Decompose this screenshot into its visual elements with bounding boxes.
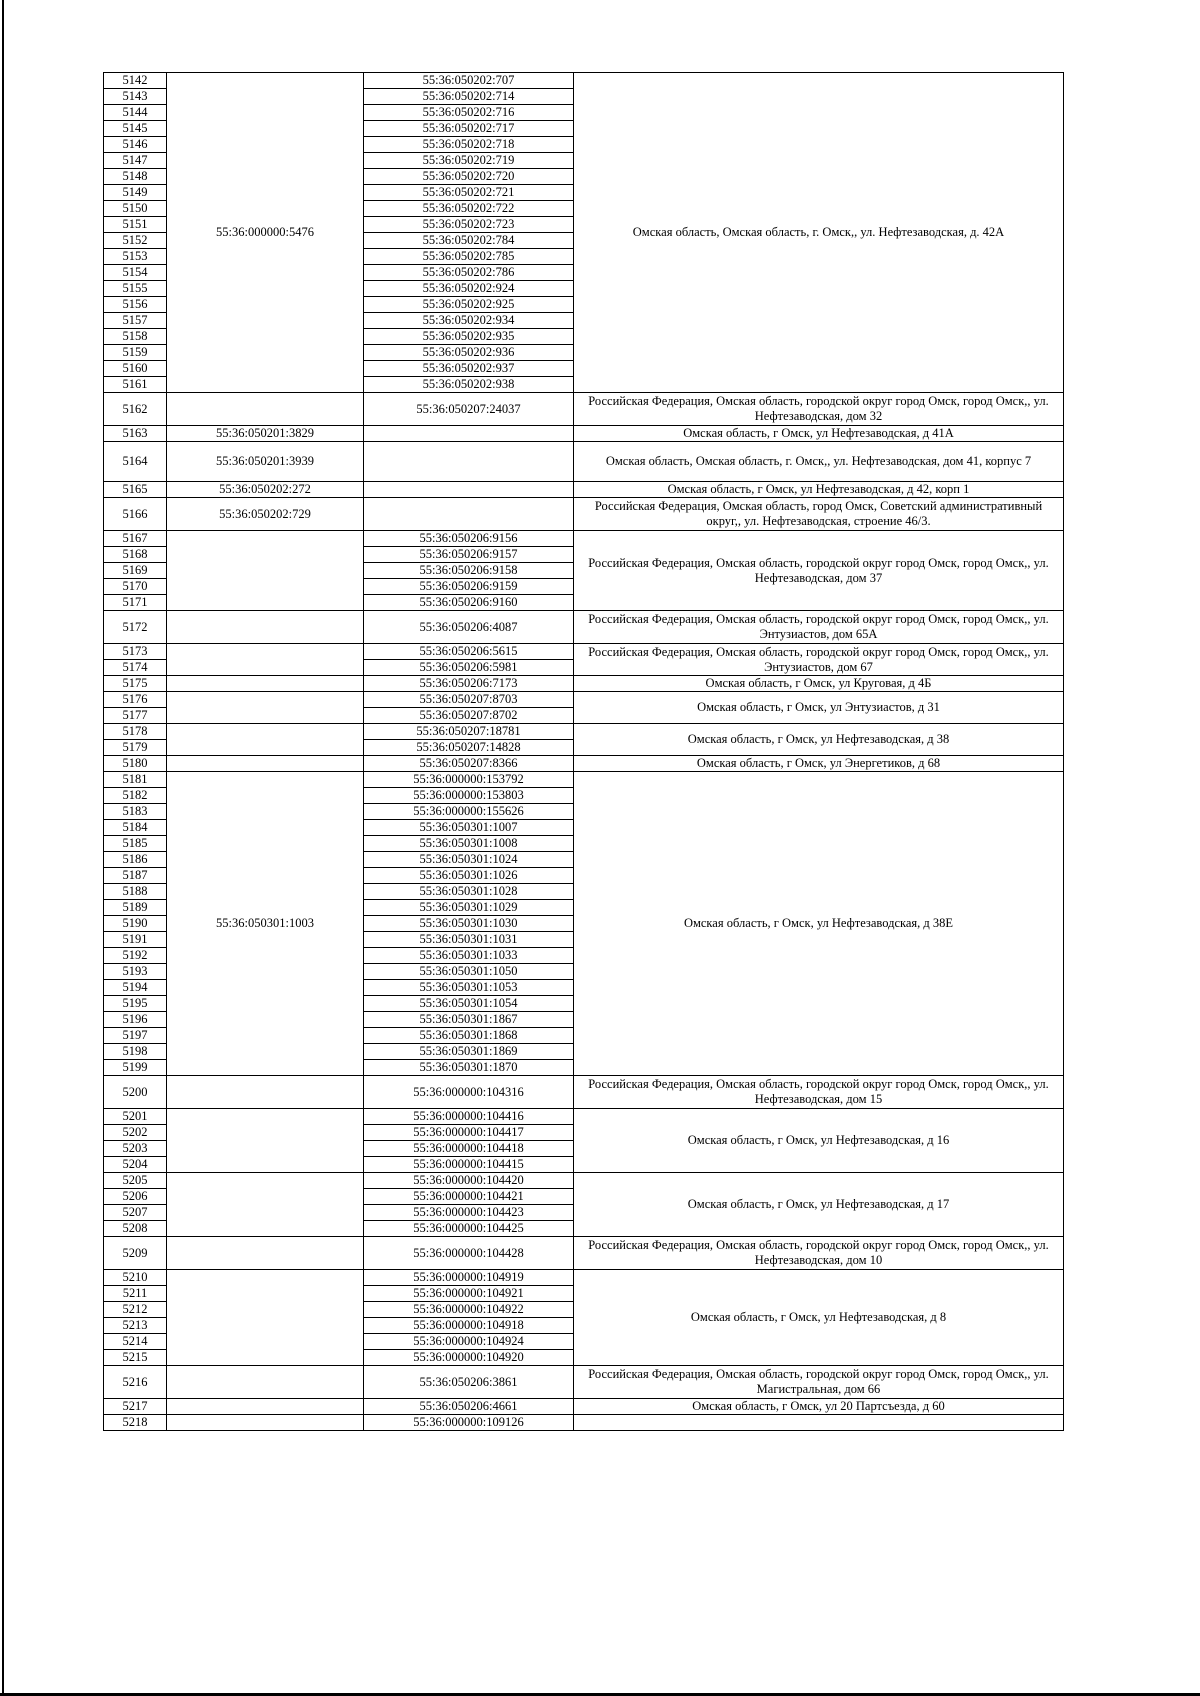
row-number-cell: 5190: [104, 916, 167, 932]
cadastral-number-cell: [364, 482, 574, 498]
parent-cadastral-number-cell: [167, 1237, 364, 1270]
address-cell: Омская область, Омская область, г. Омск,, ул. Нефтезаводская, дом 41, корпус 7: [574, 442, 1064, 482]
row-number-cell: 5155: [104, 281, 167, 297]
row-number-cell: 5218: [104, 1415, 167, 1431]
table-row: [104, 1076, 1064, 1109]
parent-cadastral-number-cell: 55:36:050201:3939: [167, 442, 364, 482]
row-number-cell: 5208: [104, 1221, 167, 1237]
row-number-cell: 5196: [104, 1012, 167, 1028]
table-row: [104, 482, 1064, 498]
row-number-cell: 5150: [104, 201, 167, 217]
cadastral-number-cell: 55:36:050202:721: [364, 185, 574, 201]
cadastral-number-cell: 55:36:050202:707: [364, 73, 574, 89]
address-cell: Российская Федерация, Омская область, город Омск, Советский административный округ,, ул. Нефтезаводская, строение 46/3.: [574, 498, 1064, 531]
address-cell: Российская Федерация, Омская область, городской округ город Омск, город Омск,, ул. Энтузиастов, дом 67: [574, 644, 1064, 676]
parent-cadastral-number-cell: [167, 644, 364, 676]
row-number-cell: 5189: [104, 900, 167, 916]
row-number-cell: 5210: [104, 1270, 167, 1286]
row-number-cell: 5199: [104, 1060, 167, 1076]
row-number-cell: 5162: [104, 393, 167, 426]
cadastral-number-cell: 55:36:050206:4087: [364, 611, 574, 644]
row-number-cell: 5202: [104, 1125, 167, 1141]
address-cell: Омская область, г Омск, ул Нефтезаводская, д 42, корп 1: [574, 482, 1064, 498]
cadastral-number-cell: 55:36:000000:109126: [364, 1415, 574, 1431]
cadastral-number-cell: 55:36:050301:1054: [364, 996, 574, 1012]
cadastral-number-cell: [364, 498, 574, 531]
address-cell: [574, 1415, 1064, 1431]
cadastral-number-cell: 55:36:050202:718: [364, 137, 574, 153]
cadastral-number-cell: 55:36:000000:104417: [364, 1125, 574, 1141]
scan-border-left: [2, 0, 4, 1696]
cadastral-number-cell: 55:36:050301:1867: [364, 1012, 574, 1028]
row-number-cell: 5201: [104, 1109, 167, 1125]
cadastral-number-cell: 55:36:050206:4661: [364, 1399, 574, 1415]
cadastral-number-cell: 55:36:000000:104919: [364, 1270, 574, 1286]
cadastral-number-cell: 55:36:050301:1869: [364, 1044, 574, 1060]
row-number-cell: 5161: [104, 377, 167, 393]
cadastral-number-cell: 55:36:050207:14828: [364, 740, 574, 756]
cadastral-number-cell: 55:36:050202:723: [364, 217, 574, 233]
cadastral-number-cell: 55:36:050301:1053: [364, 980, 574, 996]
parent-cadastral-number-cell: [167, 531, 364, 611]
address-cell: Российская Федерация, Омская область, городской округ город Омск, город Омск,, ул. Нефтезаводская, дом 37: [574, 531, 1064, 611]
cadastral-number-cell: 55:36:050202:937: [364, 361, 574, 377]
cadastral-number-cell: 55:36:050301:1030: [364, 916, 574, 932]
table-row: [104, 1366, 1064, 1399]
address-cell: Омская область, г Омск, ул Нефтезаводская, д 38Е: [574, 772, 1064, 1076]
cadastral-number-cell: 55:36:050202:934: [364, 313, 574, 329]
parent-cadastral-number-cell: [167, 756, 364, 772]
parent-cadastral-number-cell: 55:36:000000:5476: [167, 73, 364, 393]
address-cell: Омская область, г Омск, ул Нефтезаводская, д 38: [574, 724, 1064, 756]
cadastral-number-cell: 55:36:050202:784: [364, 233, 574, 249]
table-row: [104, 692, 1064, 708]
row-number-cell: 5182: [104, 788, 167, 804]
table-row: [104, 531, 1064, 547]
address-cell: Омская область, г Омск, ул Круговая, д 4Б: [574, 676, 1064, 692]
row-number-cell: 5171: [104, 595, 167, 611]
row-number-cell: 5217: [104, 1399, 167, 1415]
cadastral-number-cell: 55:36:050301:1033: [364, 948, 574, 964]
cadastral-number-cell: 55:36:050207:8366: [364, 756, 574, 772]
cadastral-number-cell: 55:36:000000:104421: [364, 1189, 574, 1205]
row-number-cell: 5142: [104, 73, 167, 89]
row-number-cell: 5178: [104, 724, 167, 740]
cadastral-number-cell: 55:36:050202:925: [364, 297, 574, 313]
row-number-cell: 5191: [104, 932, 167, 948]
cadastral-number-cell: 55:36:050301:1007: [364, 820, 574, 836]
cadastral-number-cell: 55:36:050206:9159: [364, 579, 574, 595]
row-number-cell: 5187: [104, 868, 167, 884]
table-row: [104, 1399, 1064, 1415]
address-cell: Омская область, г Омск, ул Нефтезаводская, д 8: [574, 1270, 1064, 1366]
parent-cadastral-number-cell: [167, 1366, 364, 1399]
row-number-cell: 5176: [104, 692, 167, 708]
row-number-cell: 5212: [104, 1302, 167, 1318]
address-cell: Омская область, г Омск, ул Нефтезаводская, д 41А: [574, 426, 1064, 442]
cadastral-number-cell: 55:36:050301:1050: [364, 964, 574, 980]
row-number-cell: 5170: [104, 579, 167, 595]
cadastral-number-cell: 55:36:050202:935: [364, 329, 574, 345]
address-cell: Омская область, г Омск, ул Энтузиастов, д 31: [574, 692, 1064, 724]
row-number-cell: 5197: [104, 1028, 167, 1044]
cadastral-number-cell: 55:36:050202:936: [364, 345, 574, 361]
cadastral-number-cell: 55:36:050202:717: [364, 121, 574, 137]
address-cell: Омская область, Омская область, г. Омск,, ул. Нефтезаводская, д. 42А: [574, 73, 1064, 393]
row-number-cell: 5146: [104, 137, 167, 153]
table-row: [104, 498, 1064, 531]
parent-cadastral-number-cell: 55:36:050202:729: [167, 498, 364, 531]
parent-cadastral-number-cell: [167, 676, 364, 692]
address-cell: Омская область, г Омск, ул Нефтезаводская, д 17: [574, 1173, 1064, 1237]
cadastral-number-cell: 55:36:000000:104316: [364, 1076, 574, 1109]
cadastral-number-cell: [364, 426, 574, 442]
row-number-cell: 5192: [104, 948, 167, 964]
cadastral-number-cell: 55:36:050206:9156: [364, 531, 574, 547]
cadastral-number-cell: 55:36:050202:722: [364, 201, 574, 217]
cadastral-register-table: [103, 72, 1064, 1431]
row-number-cell: 5157: [104, 313, 167, 329]
cadastral-number-cell: 55:36:050206:9158: [364, 563, 574, 579]
address-cell: Российская Федерация, Омская область, городской округ город Омск, город Омск,, ул. Нефтезаводская, дом 10: [574, 1237, 1064, 1270]
row-number-cell: 5164: [104, 442, 167, 482]
row-number-cell: 5195: [104, 996, 167, 1012]
row-number-cell: 5159: [104, 345, 167, 361]
cadastral-number-cell: 55:36:000000:104924: [364, 1334, 574, 1350]
cadastral-number-cell: 55:36:000000:104921: [364, 1286, 574, 1302]
row-number-cell: 5188: [104, 884, 167, 900]
table-row: [104, 393, 1064, 426]
row-number-cell: 5215: [104, 1350, 167, 1366]
row-number-cell: 5205: [104, 1173, 167, 1189]
address-cell: Российская Федерация, Омская область, городской округ город Омск, город Омск,, ул. Энтузиастов, дом 65А: [574, 611, 1064, 644]
row-number-cell: 5193: [104, 964, 167, 980]
row-number-cell: 5145: [104, 121, 167, 137]
row-number-cell: 5158: [104, 329, 167, 345]
address-cell: Российская Федерация, Омская область, городской округ город Омск, город Омск,, ул. Нефтезаводская, дом 15: [574, 1076, 1064, 1109]
cadastral-number-cell: 55:36:000000:104425: [364, 1221, 574, 1237]
row-number-cell: 5173: [104, 644, 167, 660]
row-number-cell: 5163: [104, 426, 167, 442]
row-number-cell: 5166: [104, 498, 167, 531]
cadastral-number-cell: 55:36:050202:938: [364, 377, 574, 393]
cadastral-number-cell: [364, 442, 574, 482]
table-row: [104, 73, 1064, 89]
parent-cadastral-number-cell: 55:36:050201:3829: [167, 426, 364, 442]
address-cell: Омская область, г Омск, ул Нефтезаводская, д 16: [574, 1109, 1064, 1173]
row-number-cell: 5153: [104, 249, 167, 265]
row-number-cell: 5165: [104, 482, 167, 498]
row-number-cell: 5214: [104, 1334, 167, 1350]
address-cell: Российская Федерация, Омская область, городской округ город Омск, город Омск,, ул. Магистральная, дом 66: [574, 1366, 1064, 1399]
row-number-cell: 5200: [104, 1076, 167, 1109]
cadastral-number-cell: 55:36:000000:104420: [364, 1173, 574, 1189]
row-number-cell: 5169: [104, 563, 167, 579]
table-row: [104, 1109, 1064, 1125]
row-number-cell: 5143: [104, 89, 167, 105]
cadastral-number-cell: 55:36:050301:1008: [364, 836, 574, 852]
parent-cadastral-number-cell: [167, 1399, 364, 1415]
parent-cadastral-number-cell: [167, 393, 364, 426]
row-number-cell: 5211: [104, 1286, 167, 1302]
parent-cadastral-number-cell: [167, 724, 364, 756]
row-number-cell: 5181: [104, 772, 167, 788]
cadastral-number-cell: 55:36:050207:8702: [364, 708, 574, 724]
cadastral-number-cell: 55:36:050301:1868: [364, 1028, 574, 1044]
row-number-cell: 5149: [104, 185, 167, 201]
cadastral-number-cell: 55:36:050301:1024: [364, 852, 574, 868]
row-number-cell: 5179: [104, 740, 167, 756]
row-number-cell: 5213: [104, 1318, 167, 1334]
row-number-cell: 5186: [104, 852, 167, 868]
cadastral-number-cell: 55:36:050202:924: [364, 281, 574, 297]
table-row: [104, 442, 1064, 482]
cadastral-number-cell: 55:36:050206:5615: [364, 644, 574, 660]
parent-cadastral-number-cell: [167, 1076, 364, 1109]
row-number-cell: 5180: [104, 756, 167, 772]
row-number-cell: 5156: [104, 297, 167, 313]
cadastral-number-cell: 55:36:050301:1870: [364, 1060, 574, 1076]
cadastral-number-cell: 55:36:000000:153792: [364, 772, 574, 788]
cadastral-number-cell: 55:36:050202:714: [364, 89, 574, 105]
cadastral-number-cell: 55:36:050206:3861: [364, 1366, 574, 1399]
row-number-cell: 5185: [104, 836, 167, 852]
register-table-body: [104, 73, 1064, 1431]
row-number-cell: 5174: [104, 660, 167, 676]
row-number-cell: 5209: [104, 1237, 167, 1270]
row-number-cell: 5154: [104, 265, 167, 281]
row-number-cell: 5148: [104, 169, 167, 185]
parent-cadastral-number-cell: 55:36:050202:272: [167, 482, 364, 498]
cadastral-number-cell: 55:36:050301:1031: [364, 932, 574, 948]
row-number-cell: 5167: [104, 531, 167, 547]
table-row: [104, 756, 1064, 772]
parent-cadastral-number-cell: [167, 1109, 364, 1173]
cadastral-number-cell: 55:36:050206:9160: [364, 595, 574, 611]
table-row: [104, 426, 1064, 442]
cadastral-number-cell: 55:36:050202:786: [364, 265, 574, 281]
cadastral-number-cell: 55:36:050301:1026: [364, 868, 574, 884]
row-number-cell: 5160: [104, 361, 167, 377]
row-number-cell: 5177: [104, 708, 167, 724]
row-number-cell: 5172: [104, 611, 167, 644]
parent-cadastral-number-cell: [167, 1415, 364, 1431]
table-row: [104, 724, 1064, 740]
cadastral-number-cell: 55:36:050202:719: [364, 153, 574, 169]
cadastral-number-cell: 55:36:050301:1029: [364, 900, 574, 916]
parent-cadastral-number-cell: [167, 1270, 364, 1366]
cadastral-number-cell: 55:36:000000:104428: [364, 1237, 574, 1270]
row-number-cell: 5147: [104, 153, 167, 169]
address-cell: Омская область, г Омск, ул 20 Партсъезда, д 60: [574, 1399, 1064, 1415]
row-number-cell: 5206: [104, 1189, 167, 1205]
address-cell: Омская область, г Омск, ул Энергетиков, д 68: [574, 756, 1064, 772]
cadastral-number-cell: 55:36:000000:104416: [364, 1109, 574, 1125]
table-row: [104, 1415, 1064, 1431]
table-row: [104, 1237, 1064, 1270]
row-number-cell: 5203: [104, 1141, 167, 1157]
cadastral-number-cell: 55:36:050207:18781: [364, 724, 574, 740]
parent-cadastral-number-cell: [167, 692, 364, 724]
table-row: [104, 611, 1064, 644]
parent-cadastral-number-cell: [167, 1173, 364, 1237]
row-number-cell: 5204: [104, 1157, 167, 1173]
row-number-cell: 5151: [104, 217, 167, 233]
cadastral-number-cell: 55:36:050207:24037: [364, 393, 574, 426]
row-number-cell: 5175: [104, 676, 167, 692]
parent-cadastral-number-cell: 55:36:050301:1003: [167, 772, 364, 1076]
cadastral-number-cell: 55:36:050301:1028: [364, 884, 574, 900]
cadastral-number-cell: 55:36:050206:7173: [364, 676, 574, 692]
row-number-cell: 5168: [104, 547, 167, 563]
cadastral-number-cell: 55:36:050202:785: [364, 249, 574, 265]
row-number-cell: 5198: [104, 1044, 167, 1060]
row-number-cell: 5216: [104, 1366, 167, 1399]
cadastral-number-cell: 55:36:050207:8703: [364, 692, 574, 708]
cadastral-number-cell: 55:36:050202:716: [364, 105, 574, 121]
cadastral-number-cell: 55:36:000000:104423: [364, 1205, 574, 1221]
table-row: [104, 772, 1064, 788]
cadastral-number-cell: 55:36:000000:155626: [364, 804, 574, 820]
cadastral-number-cell: 55:36:050206:9157: [364, 547, 574, 563]
row-number-cell: 5183: [104, 804, 167, 820]
table-row: [104, 1270, 1064, 1286]
cadastral-number-cell: 55:36:050202:720: [364, 169, 574, 185]
cadastral-number-cell: 55:36:000000:104918: [364, 1318, 574, 1334]
cadastral-number-cell: 55:36:000000:104920: [364, 1350, 574, 1366]
row-number-cell: 5152: [104, 233, 167, 249]
parent-cadastral-number-cell: [167, 611, 364, 644]
cadastral-number-cell: 55:36:050206:5981: [364, 660, 574, 676]
table-row: [104, 676, 1064, 692]
table-row: [104, 644, 1064, 660]
table-row: [104, 1173, 1064, 1189]
cadastral-number-cell: 55:36:000000:153803: [364, 788, 574, 804]
cadastral-number-cell: 55:36:000000:104415: [364, 1157, 574, 1173]
cadastral-number-cell: 55:36:000000:104418: [364, 1141, 574, 1157]
row-number-cell: 5207: [104, 1205, 167, 1221]
row-number-cell: 5144: [104, 105, 167, 121]
cadastral-number-cell: 55:36:000000:104922: [364, 1302, 574, 1318]
row-number-cell: 5184: [104, 820, 167, 836]
address-cell: Российская Федерация, Омская область, городской округ город Омск, город Омск,, ул. Нефтезаводская, дом 32: [574, 393, 1064, 426]
row-number-cell: 5194: [104, 980, 167, 996]
